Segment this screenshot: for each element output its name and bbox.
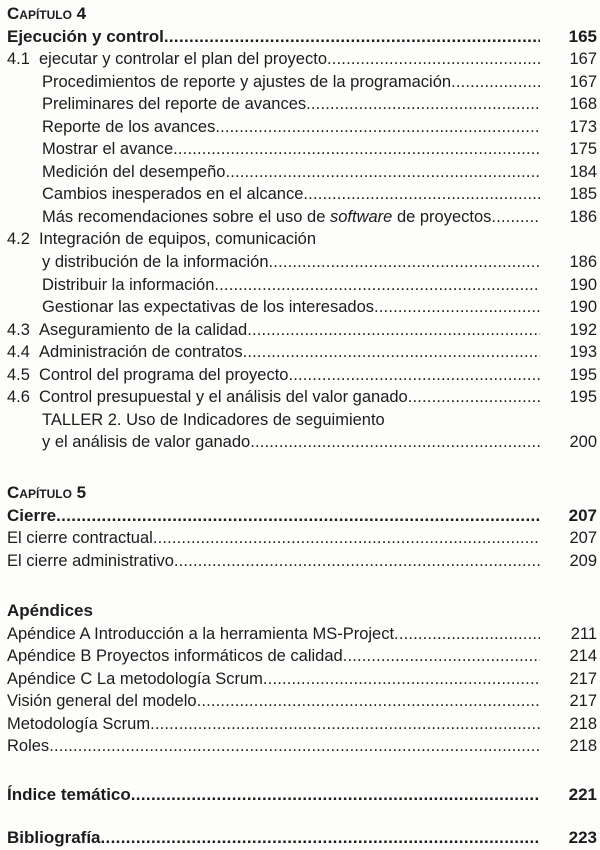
entry-title bbox=[0, 26, 164, 49]
entry-text: Control presupuestal y el análisis del valor ganado bbox=[39, 388, 408, 407]
page-number: 168 bbox=[569, 95, 597, 114]
entry-title bbox=[0, 505, 56, 528]
page-number: 195 bbox=[569, 388, 597, 407]
toc-entry[interactable] bbox=[0, 26, 600, 49]
dot-leader bbox=[247, 319, 540, 342]
toc-entry[interactable] bbox=[0, 116, 600, 139]
entry-text: Apéndice B Proyectos informáticos de calidad bbox=[7, 647, 343, 666]
toc-entry[interactable] bbox=[0, 319, 600, 342]
dot-leader bbox=[56, 505, 540, 528]
toc-entry[interactable] bbox=[0, 409, 600, 432]
chapter-label: Capítulo 4 bbox=[7, 4, 87, 23]
toc-entry[interactable] bbox=[0, 183, 600, 206]
section-number: 4.5 bbox=[7, 365, 30, 384]
dot-leader bbox=[327, 48, 540, 71]
entry-title bbox=[0, 93, 306, 116]
entry-title bbox=[0, 251, 269, 274]
entry-text: Distribuir la información bbox=[42, 275, 215, 294]
toc-entry[interactable] bbox=[0, 364, 600, 387]
entry-title bbox=[0, 550, 174, 573]
toc-entry[interactable] bbox=[0, 550, 600, 573]
toc-entry[interactable] bbox=[0, 690, 600, 713]
toc-entry[interactable] bbox=[0, 827, 600, 850]
appendices-group bbox=[0, 600, 600, 758]
entry-text: Control del programa del proyecto bbox=[39, 365, 289, 384]
bibliography-entry-group bbox=[0, 827, 600, 850]
page-number: 207 bbox=[568, 505, 597, 525]
entry-title bbox=[0, 228, 316, 251]
page-number: 209 bbox=[569, 551, 597, 570]
entry-text: Índice temático bbox=[7, 785, 131, 804]
page-number bbox=[540, 228, 597, 251]
entry-text: y el análisis de valor ganado bbox=[42, 433, 251, 452]
entry-text: TALLER 2. Uso de Indicadores de seguimiento bbox=[42, 410, 385, 429]
entry-title bbox=[0, 827, 101, 850]
toc-entry[interactable] bbox=[0, 274, 600, 297]
entry-title bbox=[0, 431, 250, 454]
dot-leader bbox=[374, 296, 540, 319]
toc-entry[interactable] bbox=[0, 505, 600, 528]
entry-title bbox=[0, 183, 303, 206]
entry-title bbox=[0, 690, 197, 713]
page-number: 186 bbox=[569, 253, 597, 272]
dot-leader bbox=[491, 206, 540, 229]
toc-entry[interactable] bbox=[0, 251, 600, 274]
entry-title bbox=[0, 527, 153, 550]
index-entry-group bbox=[0, 784, 600, 807]
toc-entry[interactable] bbox=[0, 623, 600, 646]
dot-leader bbox=[306, 93, 540, 116]
page-number: 217 bbox=[569, 692, 597, 711]
toc-entry[interactable] bbox=[0, 527, 600, 550]
entry-text: Aseguramiento de la calidad bbox=[39, 320, 248, 339]
page-number: 200 bbox=[569, 433, 597, 452]
entry-text: Apéndice C La metodología Scrum bbox=[7, 669, 263, 688]
entry-text: Preliminares del reporte de avances bbox=[42, 95, 307, 114]
section-heading: Apéndices bbox=[7, 601, 93, 620]
page-number bbox=[540, 409, 597, 432]
chapter-5-group bbox=[0, 482, 600, 572]
entry-text: El cierre contractual bbox=[7, 529, 153, 548]
entry-title bbox=[0, 409, 385, 432]
entry-text: Cambios inesperados en el alcance bbox=[42, 185, 304, 204]
entry-text: Integración de equipos, comunicación bbox=[39, 230, 317, 249]
section-number: 4.4 bbox=[7, 343, 30, 362]
page-number: 173 bbox=[569, 117, 597, 136]
dot-leader bbox=[394, 623, 540, 646]
toc-entry[interactable] bbox=[0, 206, 600, 229]
dot-leader bbox=[263, 668, 540, 691]
entry-text: Bibliografía bbox=[7, 828, 101, 847]
page-number: 217 bbox=[569, 669, 597, 688]
dot-leader bbox=[316, 228, 540, 251]
entry-title bbox=[0, 713, 150, 736]
entry-title bbox=[0, 138, 173, 161]
toc-entry[interactable] bbox=[0, 138, 600, 161]
toc-entry[interactable] bbox=[0, 228, 600, 251]
chapter-4-group bbox=[0, 3, 600, 454]
page-number: 167 bbox=[569, 72, 597, 91]
dot-leader bbox=[150, 713, 540, 736]
entry-text: Mostrar el avance bbox=[42, 140, 174, 159]
page-number: 193 bbox=[569, 343, 597, 362]
entry-title bbox=[0, 319, 247, 342]
toc-entry[interactable] bbox=[0, 161, 600, 184]
entry-title bbox=[0, 623, 394, 646]
entry-text: Reporte de los avances bbox=[42, 117, 216, 136]
toc-entry[interactable] bbox=[0, 431, 600, 454]
dot-leader bbox=[49, 735, 540, 758]
dot-leader bbox=[197, 690, 540, 713]
page-number: 223 bbox=[568, 828, 597, 847]
dot-leader bbox=[303, 183, 540, 206]
page-number: 207 bbox=[569, 529, 597, 548]
entry-title bbox=[0, 341, 243, 364]
toc-entry[interactable] bbox=[0, 668, 600, 691]
entry-title bbox=[0, 274, 214, 297]
entry-text: Apéndice A Introducción a la herramienta MS-Project bbox=[7, 624, 395, 643]
entry-text: Ejecución y control bbox=[7, 26, 164, 46]
page-number: 214 bbox=[569, 647, 597, 666]
entry-title bbox=[0, 784, 131, 807]
toc-entry[interactable] bbox=[0, 296, 600, 319]
entry-text-after: de proyectos bbox=[392, 207, 492, 226]
entry-text: Procedimientos de reporte y ajustes de la programación bbox=[42, 72, 452, 91]
page-number: 165 bbox=[568, 26, 597, 46]
entry-title bbox=[0, 364, 288, 387]
page-number: 185 bbox=[569, 185, 597, 204]
entry-title bbox=[0, 668, 263, 691]
dot-leader bbox=[215, 116, 540, 139]
page-number: 195 bbox=[569, 365, 597, 384]
page-number: 167 bbox=[569, 50, 597, 69]
entry-text: Metodología Scrum bbox=[7, 714, 151, 733]
dot-leader bbox=[385, 409, 540, 432]
chapter-label: Capítulo 5 bbox=[7, 483, 87, 502]
dot-leader bbox=[174, 550, 540, 573]
entry-text: Más recomendaciones sobre el uso de bbox=[42, 207, 330, 226]
toc-entry[interactable] bbox=[0, 386, 600, 409]
section-number: 4.1 bbox=[7, 50, 30, 69]
dot-leader bbox=[269, 251, 540, 274]
toc-entry[interactable] bbox=[0, 735, 600, 758]
section-number: 4.3 bbox=[7, 320, 30, 339]
toc-entry[interactable] bbox=[0, 71, 600, 94]
page-number: 218 bbox=[569, 714, 597, 733]
toc-entry[interactable] bbox=[0, 93, 600, 116]
entry-text: Visión general del modelo bbox=[7, 692, 197, 711]
dot-leader bbox=[243, 341, 540, 364]
dot-leader bbox=[408, 386, 540, 409]
entry-text: Roles bbox=[7, 737, 50, 756]
entry-title bbox=[0, 296, 374, 319]
dot-leader bbox=[173, 138, 540, 161]
page-number: 186 bbox=[569, 207, 597, 226]
toc-entry[interactable] bbox=[0, 645, 600, 668]
page-number: 175 bbox=[569, 140, 597, 159]
entry-title bbox=[0, 161, 225, 184]
page-number: 184 bbox=[569, 162, 597, 181]
page-number: 190 bbox=[569, 298, 597, 317]
entry-text: Medición del desempeño bbox=[42, 162, 226, 181]
entry-text: Gestionar las expectativas de los interesados bbox=[42, 298, 375, 317]
entry-text: El cierre administrativo bbox=[7, 551, 174, 570]
dot-leader bbox=[101, 827, 540, 850]
page-number: 190 bbox=[569, 275, 597, 294]
entry-text: Administración de contratos bbox=[39, 343, 243, 362]
dot-leader bbox=[225, 161, 540, 184]
entry-text-italic: software bbox=[330, 207, 393, 226]
section-number: 4.6 bbox=[7, 388, 30, 407]
entry-text: Cierre bbox=[7, 505, 57, 525]
entry-title bbox=[0, 386, 408, 409]
entry-title bbox=[0, 645, 343, 668]
page-number: 192 bbox=[569, 320, 597, 339]
dot-leader bbox=[343, 645, 540, 668]
entry-title bbox=[0, 48, 327, 71]
page-number: 218 bbox=[569, 737, 597, 756]
entry-title bbox=[0, 71, 451, 94]
dot-leader bbox=[164, 26, 540, 49]
toc-entry[interactable] bbox=[0, 784, 600, 807]
dot-leader bbox=[214, 274, 540, 297]
dot-leader bbox=[131, 784, 540, 807]
dot-leader bbox=[153, 527, 540, 550]
entry-title bbox=[0, 116, 215, 139]
page-number: 221 bbox=[568, 785, 597, 804]
entry-text: y distribución de la información bbox=[42, 253, 269, 272]
section-number: 4.2 bbox=[7, 230, 30, 249]
dot-leader bbox=[451, 71, 540, 94]
toc-entry[interactable] bbox=[0, 713, 600, 736]
dot-leader bbox=[288, 364, 540, 387]
entry-text: ejecutar y controlar el plan del proyecto bbox=[39, 50, 327, 69]
toc-entry[interactable] bbox=[0, 48, 600, 71]
dot-leader bbox=[250, 431, 540, 454]
toc-entry[interactable] bbox=[0, 341, 600, 364]
entry-title bbox=[0, 206, 491, 229]
page-number: 211 bbox=[570, 624, 597, 643]
entry-title bbox=[0, 735, 49, 758]
